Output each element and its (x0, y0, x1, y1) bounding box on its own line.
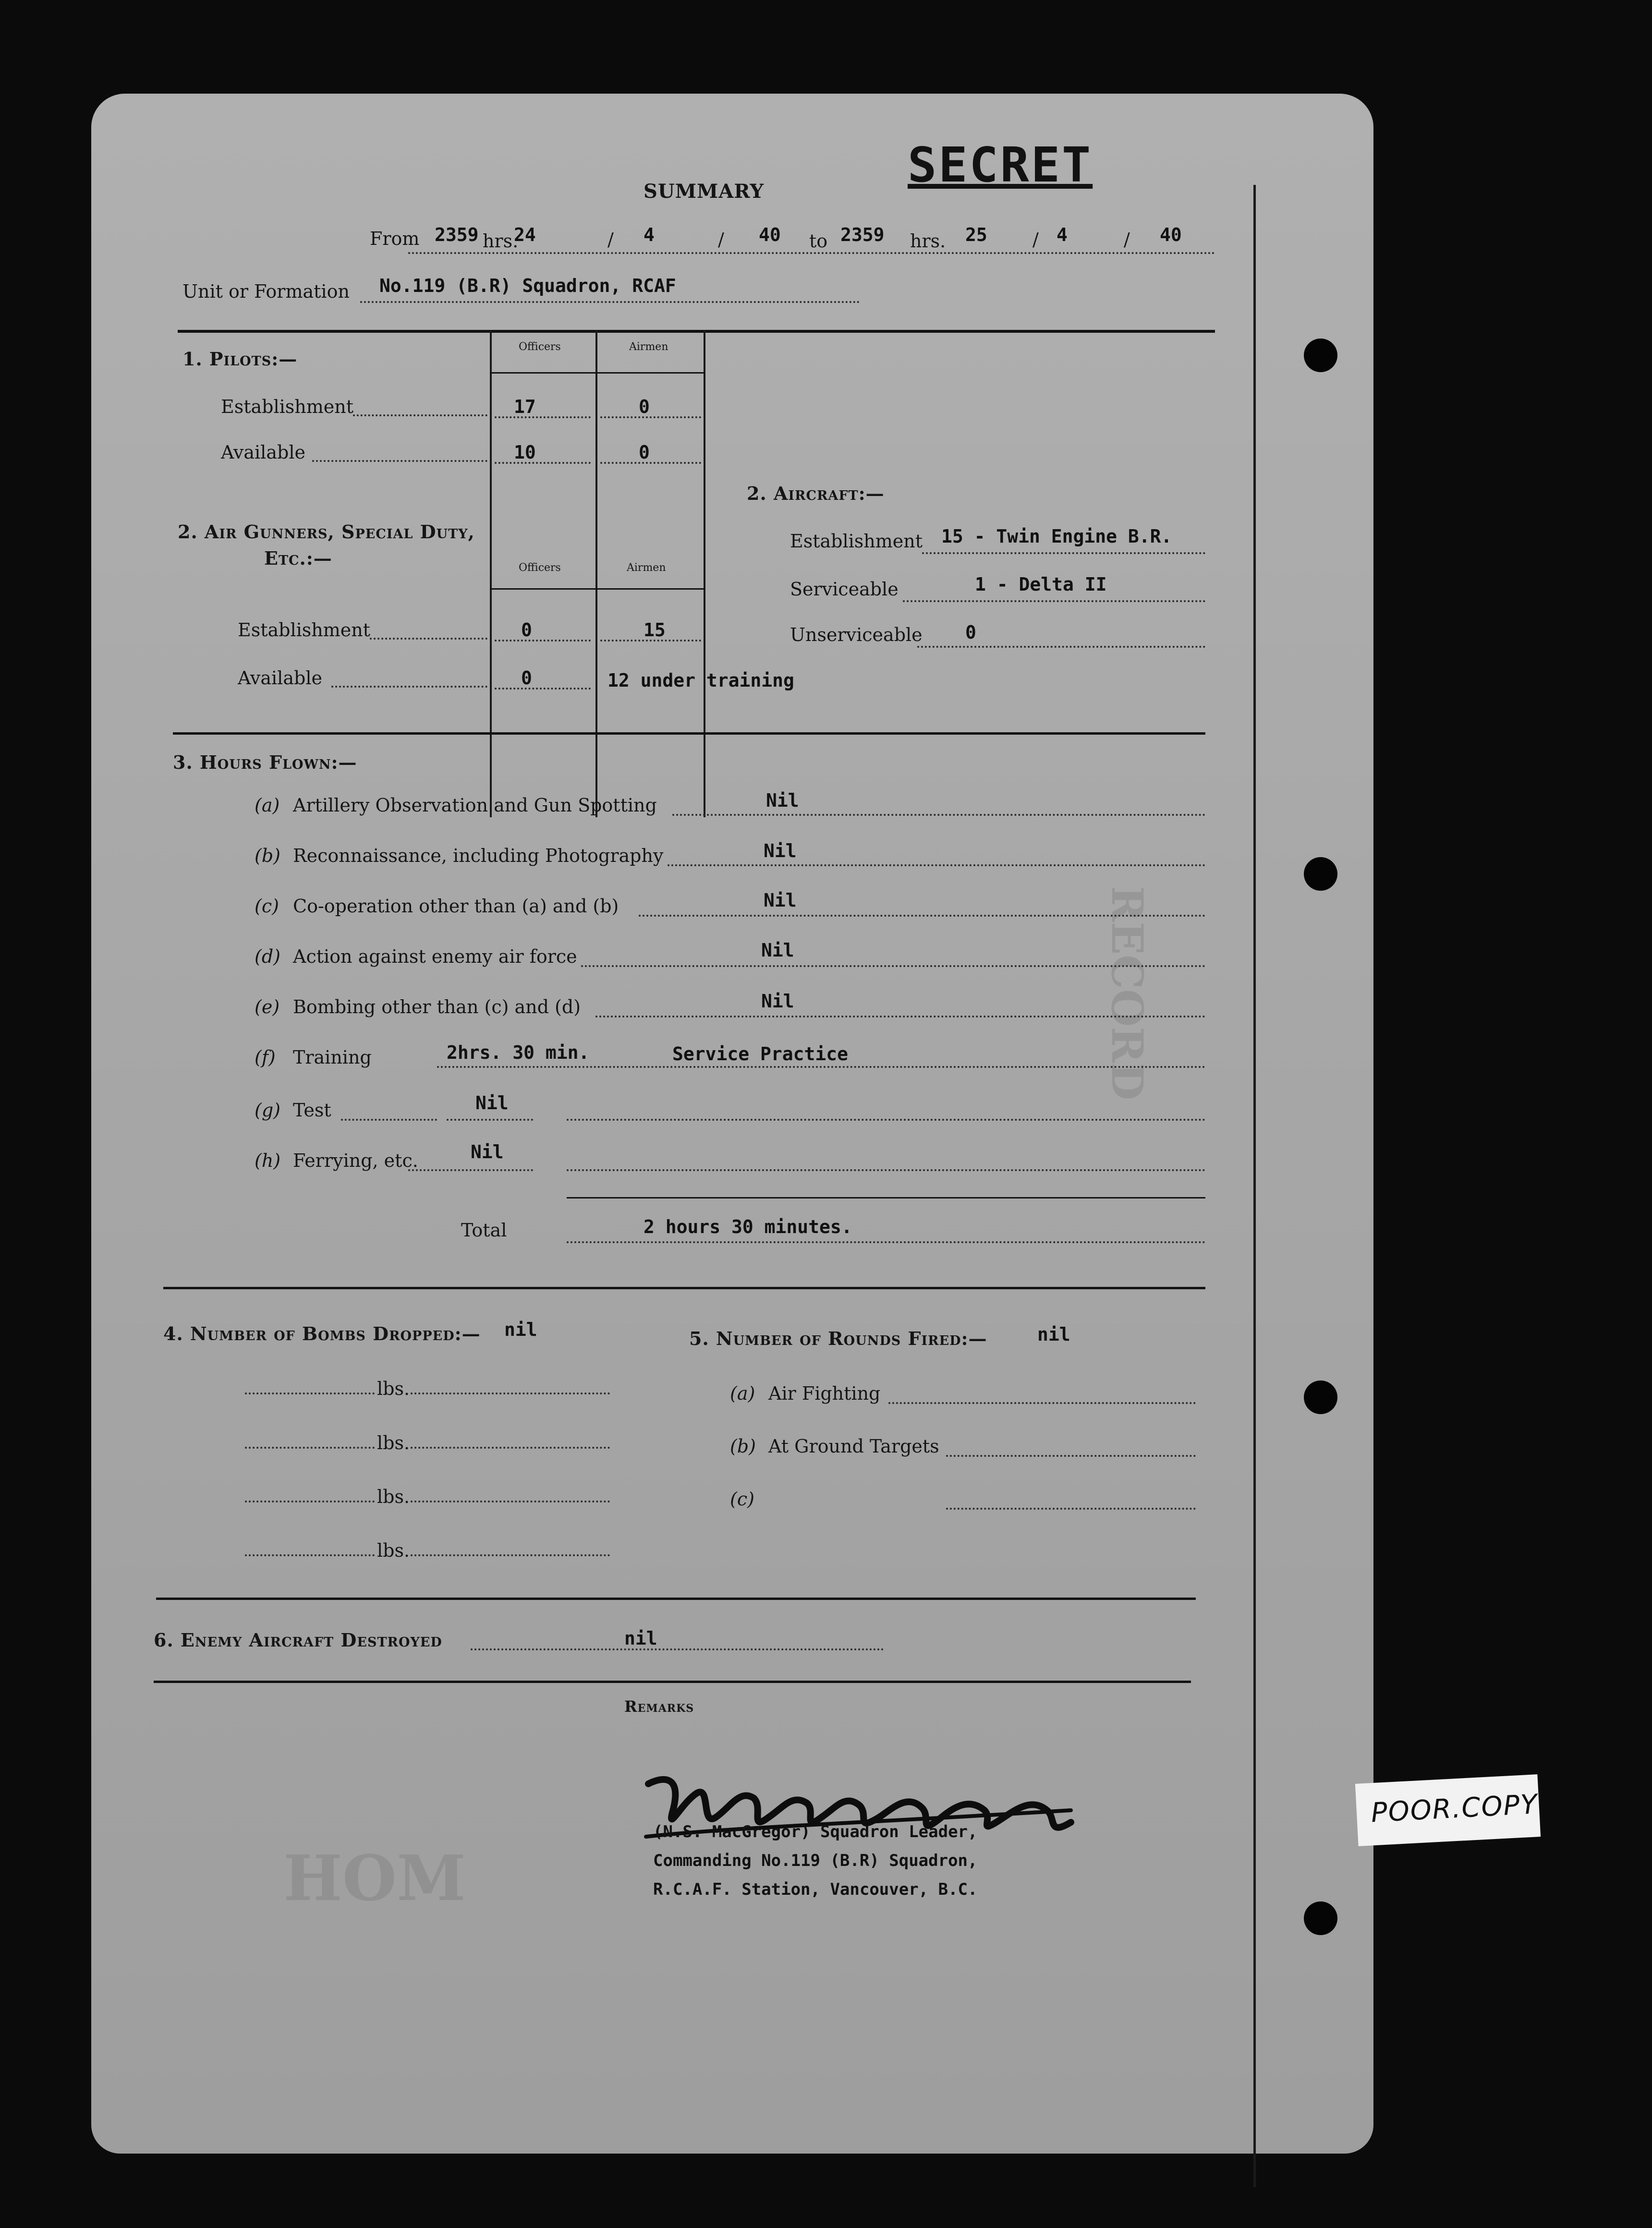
hours-letter: (d) (255, 946, 280, 967)
to-label: to (809, 230, 828, 252)
bombs-heading: 4. Number of Bombs Dropped:— (163, 1323, 481, 1344)
rounds-a-letter: (a) (730, 1383, 755, 1404)
bombs-row-line (245, 1392, 375, 1394)
aircraft-serviceable-value: 1 - Delta II (975, 574, 1107, 595)
hrs-label: hrs. (910, 230, 946, 252)
pilots-establishment-label: Establishment (221, 396, 354, 417)
punch-hole (1304, 339, 1337, 372)
hours-item-value: Nil (761, 991, 794, 1012)
pilots-available-label: Available (221, 442, 305, 463)
dot-leader (581, 965, 1205, 967)
pilots-available-officers: 10 (514, 442, 536, 463)
bombs-lbs: lbs. (377, 1540, 410, 1561)
bombs-row-line (411, 1447, 610, 1449)
training-value: 2hrs. 30 min. (447, 1042, 590, 1063)
aircraft-establishment-label: Establishment (790, 531, 923, 552)
dot-leader (437, 1066, 1205, 1068)
total-rule (567, 1197, 1205, 1199)
aircraft-unserviceable-label: Unserviceable (790, 624, 923, 645)
dot-leader (903, 600, 1205, 602)
rounds-heading: 5. Number of Rounds Fired:— (689, 1328, 987, 1349)
date-sep: / (1124, 229, 1130, 250)
gunners-available-officers: 0 (521, 667, 532, 689)
bombs-row-line (245, 1447, 375, 1449)
unit-label: Unit or Formation (182, 281, 350, 302)
from-day: 24 (514, 224, 536, 245)
hours-letter: (e) (255, 996, 280, 1017)
dot-leader (668, 864, 1205, 866)
section-rule (156, 1598, 1196, 1600)
pilots-col-airmen: Airmen (629, 341, 668, 353)
punch-hole (1304, 1380, 1337, 1414)
ferry-letter: (h) (255, 1150, 281, 1171)
dot-leader (600, 462, 701, 464)
section-rule (178, 330, 1215, 333)
bombs-row-line (245, 1554, 375, 1556)
pilots-heading: 1. Pilots:— (182, 348, 298, 370)
form-sheet (91, 94, 1373, 2154)
hours-item-value: Nil (761, 940, 794, 961)
from-label: From (370, 228, 420, 249)
dot-leader (888, 1402, 1196, 1404)
remarks-label: Remarks (624, 1697, 694, 1716)
section-rule (163, 1287, 1205, 1289)
test-value: Nil (475, 1092, 509, 1114)
dot-leader (447, 1119, 533, 1121)
to-time: 2359 (840, 224, 885, 245)
section-rule (173, 732, 1205, 735)
dot-leader (595, 1016, 1205, 1017)
bombs-row-line (411, 1501, 610, 1502)
bombs-row-line (245, 1501, 375, 1502)
gunners-available-label: Available (238, 667, 322, 689)
dot-leader (370, 638, 487, 640)
form-title: SUMMARY (644, 180, 764, 203)
section-rule (154, 1681, 1191, 1683)
dot-leader (495, 462, 591, 464)
dot-leader (567, 1241, 1205, 1243)
punch-hole (1304, 857, 1337, 891)
dot-leader (600, 416, 701, 418)
hours-item-label: Artillery Observation and Gun Spotting (293, 795, 657, 816)
dot-leader (495, 416, 591, 418)
dot-leader (922, 552, 1205, 554)
signature-line-2: Commanding No.119 (B.R) Squadron, (653, 1851, 978, 1870)
bombs-row-line (411, 1392, 610, 1394)
rounds-value: nil (1037, 1324, 1070, 1345)
dot-leader (917, 646, 1205, 648)
rounds-c-letter: (c) (730, 1489, 754, 1510)
ferry-value: Nil (471, 1141, 504, 1162)
gunners-available-airmen: 12 under training (607, 670, 794, 691)
hours-item-value: Nil (764, 840, 797, 861)
bleed-through-mark: HOM (283, 1841, 466, 1915)
test-letter: (g) (255, 1100, 280, 1121)
dot-leader (471, 1648, 884, 1650)
training-note: Service Practice (672, 1043, 849, 1065)
date-sep: / (1032, 229, 1039, 250)
rounds-a-label: Air Fighting (768, 1383, 881, 1404)
bombs-lbs: lbs. (377, 1378, 410, 1399)
pilots-col-officers: Officers (519, 341, 561, 353)
poor-copy-label (1355, 1774, 1541, 1846)
to-month: 4 (1057, 224, 1068, 245)
punch-hole (1304, 1901, 1337, 1935)
dot-leader (600, 640, 701, 642)
aircraft-serviceable-label: Serviceable (790, 579, 899, 600)
table-line (704, 330, 705, 817)
from-year: 40 (759, 224, 781, 245)
bombs-lbs: lbs. (377, 1432, 410, 1453)
dot-leader (639, 915, 1205, 917)
table-line (490, 588, 705, 590)
hours-item-label: Co-operation other than (a) and (b) (293, 896, 619, 917)
dot-leader (408, 1169, 533, 1171)
bombs-row-line (411, 1554, 610, 1556)
dot-leader (495, 688, 591, 690)
handwritten-signature (639, 1765, 1119, 1856)
training-letter: (f) (255, 1047, 276, 1068)
total-label: Total (461, 1220, 507, 1241)
hours-item-label: Bombing other than (c) and (d) (293, 996, 581, 1017)
rounds-b-letter: (b) (730, 1436, 756, 1457)
hours-heading: 3. Hours Flown:— (173, 751, 357, 773)
dot-leader (312, 460, 487, 462)
to-year: 40 (1160, 224, 1182, 245)
poor-copy-text: POOR.COPY (1370, 1789, 1539, 1829)
margin-line (1253, 185, 1256, 2187)
pilots-available-airmen: 0 (639, 442, 650, 463)
dot-leader (567, 1119, 1205, 1121)
hours-letter: (c) (255, 896, 279, 917)
pilots-establishment-airmen: 0 (639, 396, 650, 417)
aircraft-establishment-value: 15 - Twin Engine B.R. (941, 526, 1172, 547)
bombs-lbs: lbs. (377, 1486, 410, 1507)
aircraft-heading: 2. Aircraft:— (747, 483, 885, 504)
to-day: 25 (965, 224, 987, 245)
hrs-label: hrs. (483, 230, 519, 252)
test-label: Test (293, 1100, 331, 1121)
dot-leader (567, 1169, 1205, 1171)
gunners-establishment-airmen: 15 (644, 619, 666, 641)
aircraft-unserviceable-value: 0 (965, 622, 976, 643)
hours-item-value: Nil (766, 790, 799, 811)
from-time: 2359 (435, 224, 479, 245)
hours-letter: (b) (255, 845, 280, 866)
table-line (595, 330, 597, 817)
signature-line-3: R.C.A.F. Station, Vancouver, B.C. (653, 1880, 978, 1899)
period-underline (408, 252, 1215, 254)
pilots-establishment-officers: 17 (514, 396, 536, 417)
bombs-value: nil (504, 1319, 537, 1340)
gunners-establishment-label: Establishment (238, 619, 371, 641)
dot-leader (495, 640, 591, 642)
bleed-through-mark: RECORD (1102, 886, 1153, 1101)
hours-item-value: Nil (764, 890, 797, 911)
rounds-b-label: At Ground Targets (768, 1436, 939, 1457)
dot-leader (331, 686, 487, 688)
signature-line-1: (N.S. MacGregor) Squadron Leader, (653, 1822, 978, 1841)
ferry-label: Ferrying, etc. (293, 1150, 418, 1171)
gunners-heading: 2. Air Gunners, Special Duty, (178, 521, 475, 543)
secret-stamp: SECRET (908, 137, 1093, 193)
hours-item-label: Action against enemy air force (293, 946, 577, 967)
hours-item-label: Reconnaissance, including Photography (293, 845, 664, 866)
date-sep: / (607, 229, 614, 250)
table-line (490, 330, 492, 817)
unit-underline (360, 301, 860, 303)
table-line (490, 372, 705, 374)
dot-leader (946, 1508, 1196, 1510)
dot-leader (353, 414, 487, 416)
dot-leader (341, 1119, 437, 1121)
gunners-col-officers: Officers (519, 562, 561, 574)
gunners-col-airmen: Airmen (627, 562, 666, 574)
training-label: Training (293, 1047, 372, 1068)
dot-leader (946, 1455, 1196, 1457)
gunners-heading-cont: Etc.:— (264, 547, 332, 569)
from-month: 4 (644, 224, 655, 245)
unit-value: No.119 (B.R) Squadron, RCAF (379, 275, 676, 296)
gunners-establishment-officers: 0 (521, 619, 532, 641)
hours-letter: (a) (255, 795, 280, 816)
enemy-heading: 6. Enemy Aircraft Destroyed (154, 1629, 442, 1651)
total-value: 2 hours 30 minutes. (644, 1216, 852, 1237)
date-sep: / (718, 229, 724, 250)
dot-leader (672, 814, 1205, 816)
enemy-value: nil (624, 1628, 657, 1649)
